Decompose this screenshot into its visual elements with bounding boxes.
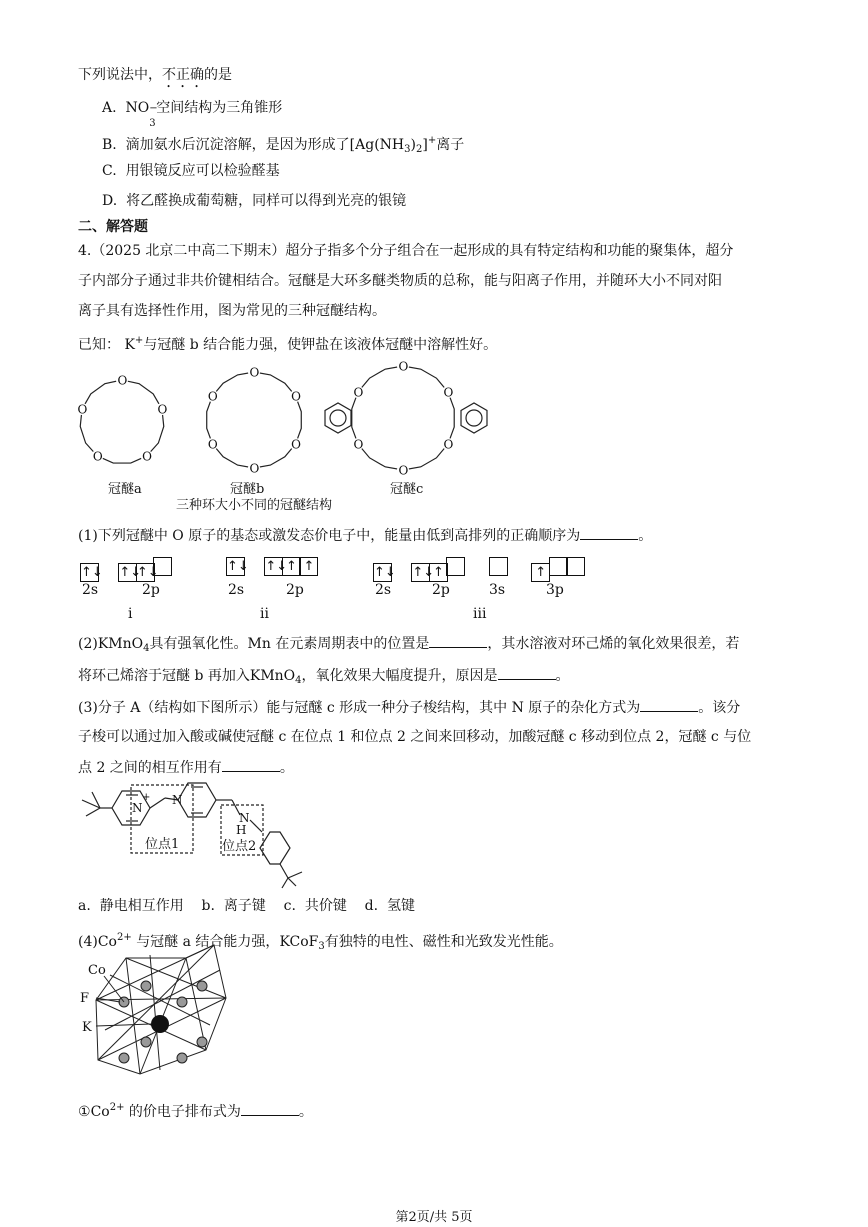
section-title: 二、解答题 (78, 219, 148, 235)
orbital-label: 2s (375, 582, 392, 598)
orbital-box: ↑↓ (412, 565, 435, 580)
crown-o-atom: O (353, 385, 364, 400)
crystal-label-k: K (82, 1020, 92, 1035)
mol-nh-h: H (236, 823, 247, 837)
crown-o-atom: O (117, 373, 128, 388)
orbital-roman: i (128, 606, 133, 622)
q4-known: 已知： K+与冠醚 b 结合能力强，使钾盐在该液体冠醚中溶解性好。 (78, 335, 498, 353)
orbital-box: ↑↓ (81, 565, 103, 580)
crown-o-atom: O (443, 385, 454, 400)
orbital-box: ↑ (429, 563, 448, 582)
mol-nh-n: N (239, 811, 250, 825)
site1-label: 位点1 (145, 837, 180, 852)
q4-intro-line1: 4.（2025 北京二中高二下期末）超分子指多个分子组合在一起形成的具有特定结构和功能的聚集体，超分 (78, 243, 734, 259)
orbital-label: 2p (432, 582, 450, 598)
crown-o-atom: O (207, 437, 218, 452)
crown-o-atom: O (353, 437, 364, 452)
orbital-label: 2s (228, 582, 245, 598)
q4-intro-line3: 离子具有选择性作用，图为常见的三种冠醚结构。 (78, 303, 386, 319)
crown-o-atom: O (291, 437, 301, 452)
crown-o-atom: O (92, 449, 103, 464)
orbital-label: 3p (546, 582, 564, 598)
page-footer: 第2页/共 5页 (395, 1210, 473, 1225)
crown-caption: 三种环大小不同的冠醚结构 (176, 498, 333, 513)
mol-plus-label: + (142, 792, 151, 803)
orbital-box: ↑↓ (227, 559, 249, 574)
q4-part2-line2: 将环己烯溶于冠醚 b 再加入KMnO$_4$，氧化效果大幅度提升，原因是 。 (78, 665, 570, 691)
crown-o-atom: O (249, 461, 260, 476)
mol-n2-label: N (172, 793, 183, 807)
mol-n-label: N (132, 801, 143, 815)
q3-stem: 下列说法中，不正确的是 (78, 67, 232, 83)
orbital-roman: ii (260, 606, 269, 622)
orbital-roman: iii (473, 606, 487, 622)
orbital-label: 3s (489, 582, 506, 598)
orbital-box: ↑↓ (136, 565, 159, 580)
orbital-box: ↑ (282, 557, 301, 576)
crown-o-atom: O (207, 389, 218, 404)
orbital-box: ↑↓ (119, 565, 142, 580)
q4-part4-q1: $①Co^{2+}$ 的价电子排布式为 。 (78, 1102, 313, 1120)
q4-intro-line2: 子内部分子通过非共价键相结合。冠醚是大环多醚类物质的总称，能与阳离子作用，并随环大小不同对阳 (78, 273, 722, 289)
crown-o-atom: O (398, 463, 409, 478)
crown-o-atom: O (291, 389, 301, 404)
orbital-box: ↑ (299, 557, 318, 576)
q4-part3-line3: 点 2 之间的相互作用有 。 (78, 757, 294, 778)
crown-o-atom: O (249, 365, 260, 380)
q4-part3-choices: a. 静电相互作用 b. 离子键 c. 共价键 d. 氢键 (78, 898, 415, 914)
crown-c-label: 冠醚c (390, 482, 424, 497)
crown-b-label: 冠醚b (230, 482, 265, 497)
q3-option-c: C. 用银镜反应可以检验醛基 (102, 163, 280, 179)
site2-label: 位点2 (222, 839, 257, 854)
orbital-box: ↑ (531, 563, 550, 582)
q3-option-b: B. 滴加氨水后沉淀溶解，是因为形成了$[Ag(NH_3)_2]^+$离子 (102, 135, 465, 155)
orbital-box: ↑↓ (265, 559, 288, 574)
orbital-label: 2s (82, 582, 99, 598)
orbital-label: 2p (286, 582, 304, 598)
crown-o-atom: O (443, 437, 454, 452)
q3-option-a: A. NO − 3 空间结构为三角锥形 (102, 100, 283, 129)
q4-part4: $(4)Co^{2+}$ 与冠醚 a 结合能力强，KCoF$_3$有独特的电性、磁性和光致发光性能。 (78, 932, 563, 952)
q4-part1: (1)下列冠醚中 O 原子的基态或激发态价电子中，能量由低到高排列的正确顺序为 。 (78, 525, 652, 546)
crown-o-atom: O (157, 402, 168, 417)
crown-o-atom: O (77, 402, 88, 417)
crystal-label-f: F (80, 991, 90, 1006)
q3-option-d: D. 将乙醛换成葡萄糖，同样可以得到光亮的银镜 (102, 193, 407, 209)
crown-o-atom: O (398, 359, 409, 374)
crown-o-atom: O (142, 449, 153, 464)
q4-part3-line1: (3)分子 A（结构如下图所示）能与冠醚 c 形成一种分子梭结构，其中 N 原子的杂化方式为 。该分 (78, 697, 740, 718)
q4-part3-line2: 子梭可以通过加入酸或碱使冠醚 c 在位点 1 和位点 2 之间来回移动，加酸冠醚 c 移动到位点 2，冠醚 c 与位 (78, 729, 752, 745)
crown-a-label: 冠醚a (108, 482, 142, 497)
orbital-box: ↑↓ (374, 565, 396, 580)
orbital-label: 2p (142, 582, 160, 598)
crystal-label-co: Co (88, 963, 106, 978)
q4-part2-line1: (2)KMnO$_4$具有强氧化性。Mn 在元素周期表中的位置是 ，其水溶液对环己烯的氧化效果很差，若 (78, 633, 739, 659)
